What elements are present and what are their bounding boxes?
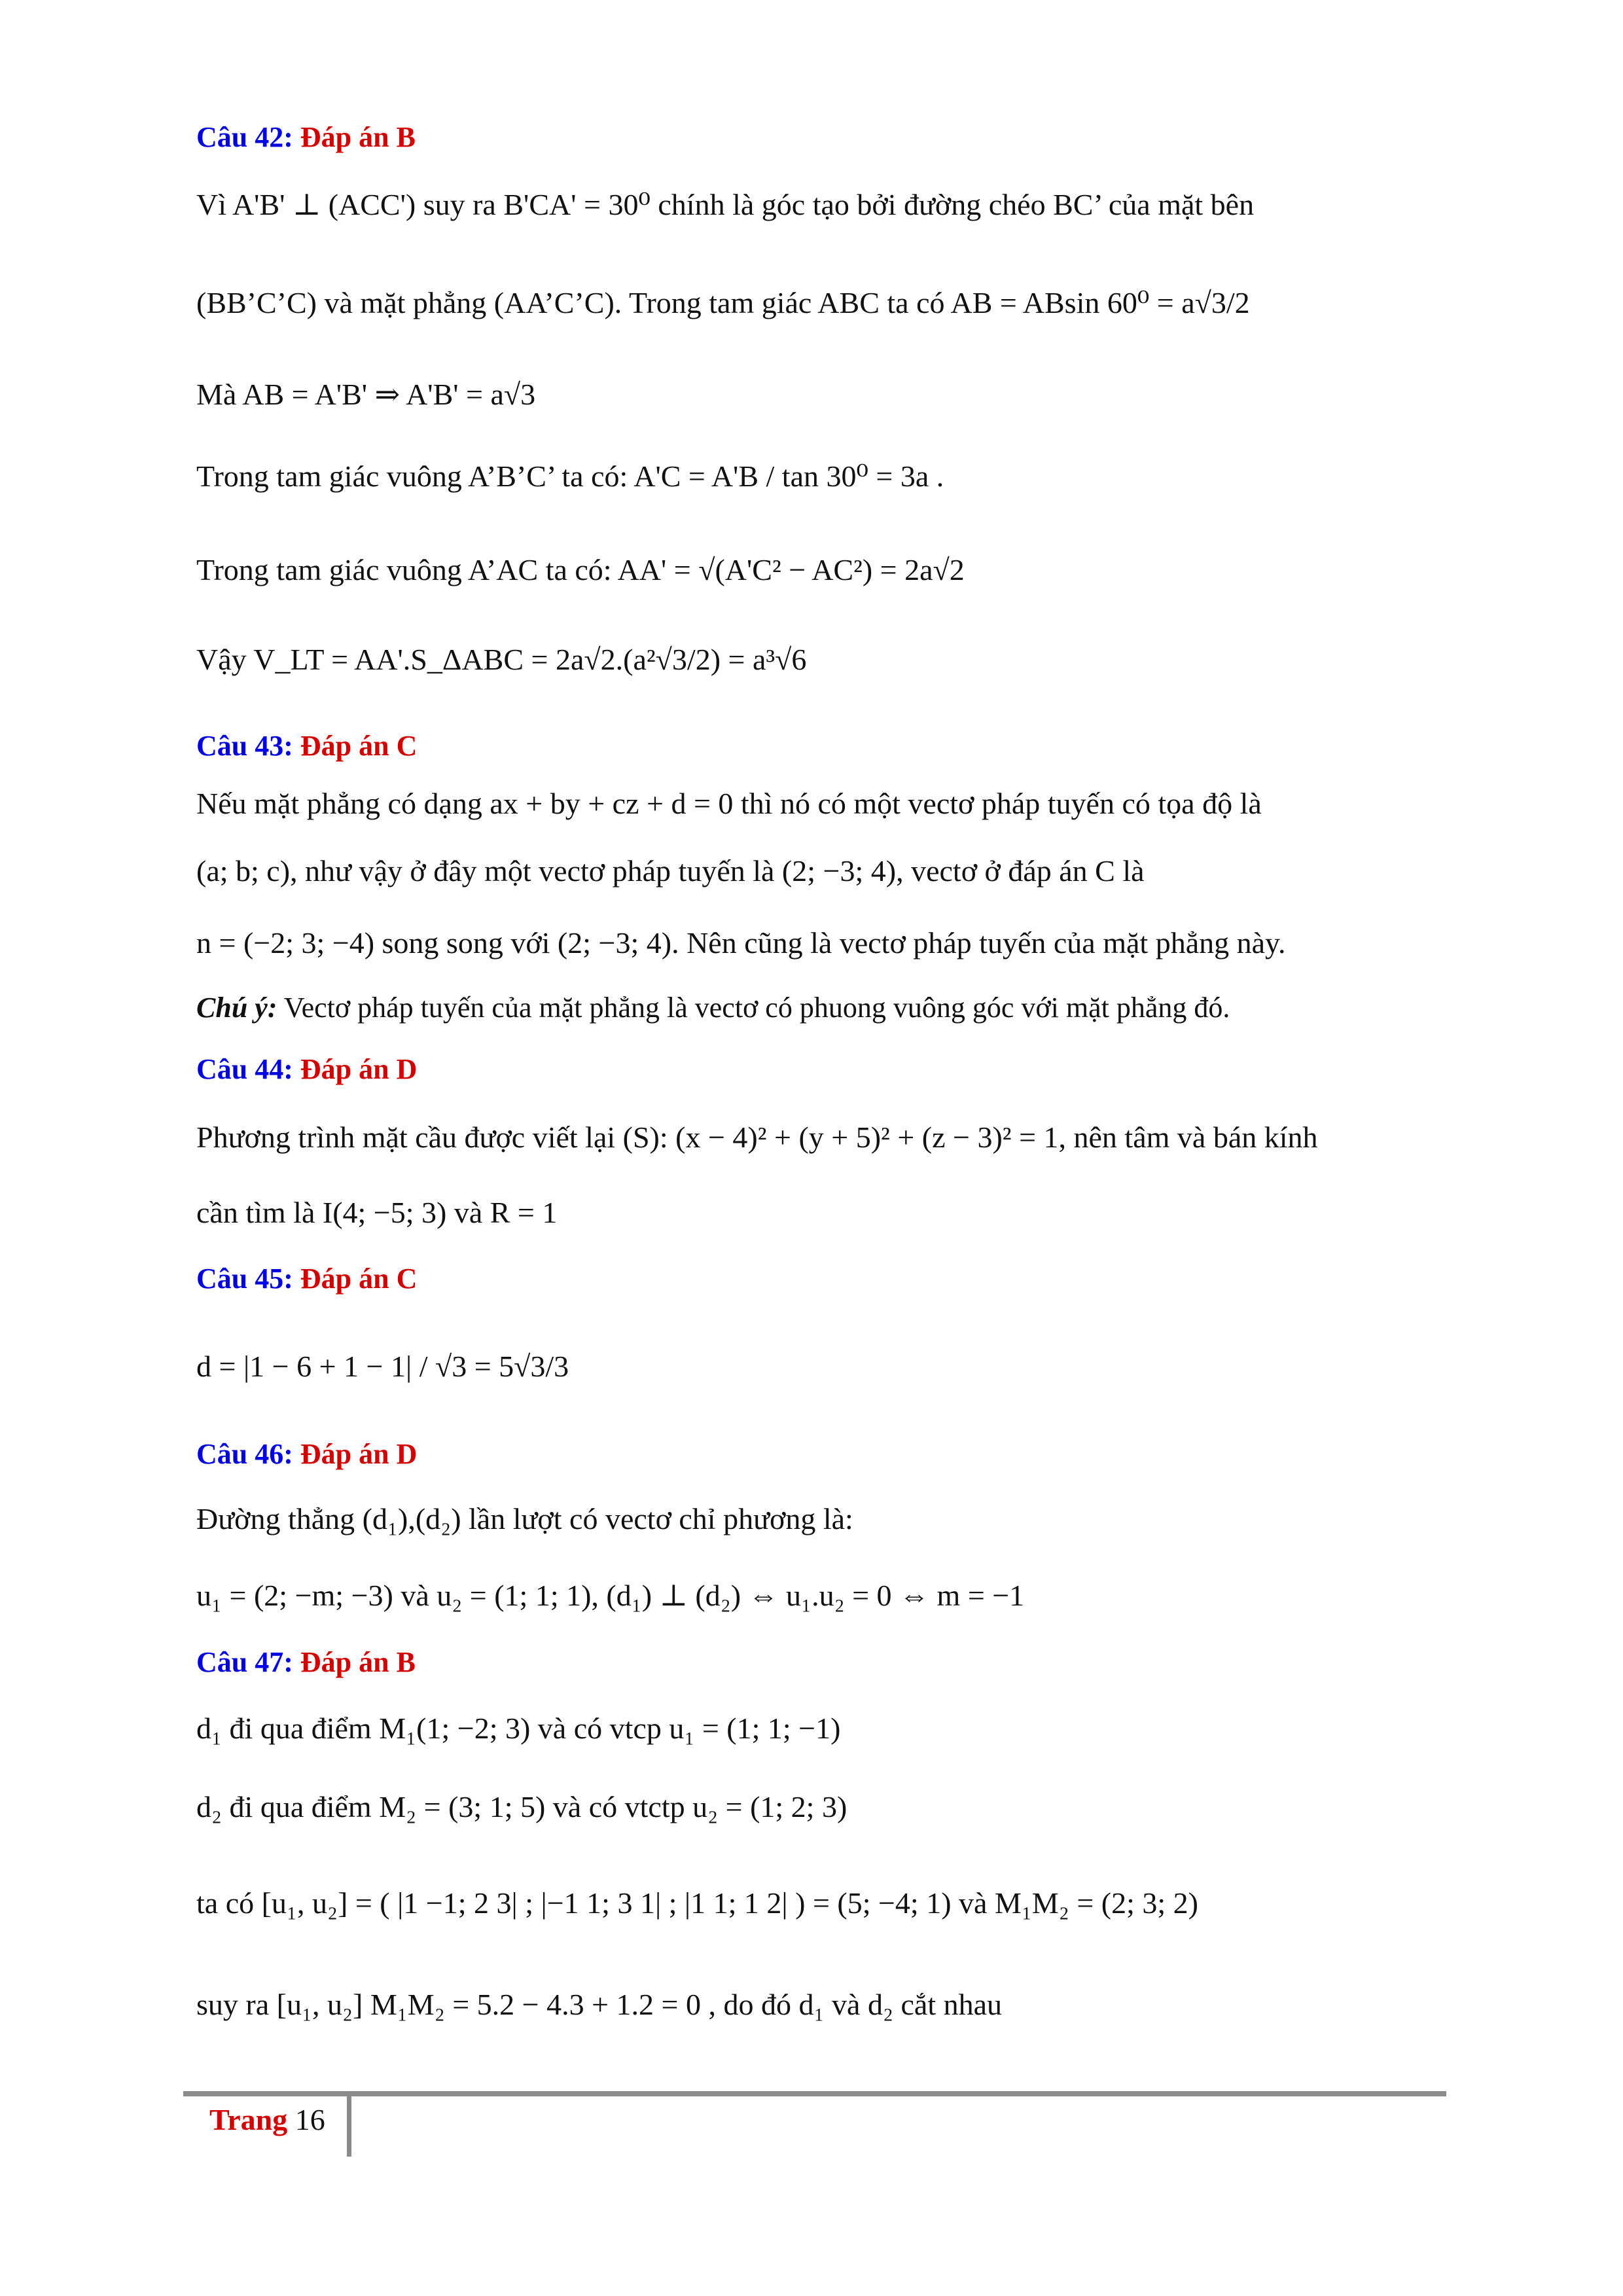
q45-title: Câu 45: [196, 1263, 293, 1295]
q42-title: Câu 42: [196, 121, 293, 153]
q44-heading [196, 1055, 417, 1084]
q42-line-5: Trong tam giác vuông A’AC ta có: AA' = √(A'C² − AC²) = 2a√2 [196, 553, 965, 586]
q47-answer: Đáp án B [300, 1646, 416, 1678]
q42-line-6: Vậy V_LT = AA'.S_ΔABC = 2a√2.(a²√3/2) = a³√6 [196, 643, 807, 676]
q44-answer: Đáp án D [300, 1053, 418, 1085]
q42-line-1: Vì A'B' ⊥ (ACC') suy ra B'CA' = 30⁰ chính là góc tạo bởi đường chéo BC’ của mặt bên [196, 188, 1255, 221]
q43-line-2: (a; b; c), như vậy ở đây một vectơ pháp tuyến là (2; −3; 4), vectơ ở đáp án C là [196, 854, 1145, 888]
footer-divider [347, 2091, 351, 2157]
q42-line-2: (BB’C’C) và mặt phẳng (AA’C’C). Trong tam giác ABC ta có AB = ABsin 60⁰ = a√3/2 [196, 286, 1250, 319]
q46-line-1: Đường thẳng (d₁),(d₂) lần lượt có vectơ chỉ phương là: [196, 1502, 853, 1535]
q43-title: Câu 43: [196, 730, 293, 762]
page-footer [209, 2102, 325, 2137]
q44-line-2: cần tìm là I(4; −5; 3) và R = 1 [196, 1196, 558, 1229]
q47-line-3: ta có [u₁, u₂] = ( |1 −1; 2 3| ; |−1 1; 3 1| ; |1 1; 1 2| ) = (5; −4; 1) và M₁M₂ = (2; 3; 2) [196, 1886, 1198, 1920]
q43-note-text: Vectơ pháp tuyến của mặt phẳng là vectơ có phuong vuông góc với mặt phẳng đó. [283, 992, 1230, 1024]
q46-heading [196, 1440, 417, 1469]
q47-heading [196, 1648, 416, 1677]
q47-line-2: d₂ đi qua điểm M₂ = (3; 1; 5) và có vtctp u₂ = (1; 2; 3) [196, 1790, 847, 1823]
footer-rule [183, 2091, 1446, 2096]
q43-note [196, 994, 1230, 1022]
q42-answer: Đáp án B [300, 121, 416, 153]
page-number: 16 [294, 2103, 325, 2136]
q42-line-3: Mà AB = A'B' ⇒ A'B' = a√3 [196, 378, 536, 411]
q43-note-label: Chú ý: [196, 992, 277, 1024]
q43-answer: Đáp án C [300, 730, 418, 762]
q47-line-4: suy ra [u₁, u₂] M₁M₂ = 5.2 − 4.3 + 1.2 = 0 , do đó d₁ và d₂ cắt nhau [196, 1988, 1003, 2021]
q45-line-1: d = |1 − 6 + 1 − 1| / √3 = 5√3/3 [196, 1350, 569, 1383]
q47-title: Câu 47: [196, 1646, 293, 1678]
q44-title: Câu 44: [196, 1053, 293, 1085]
q44-line-1: Phương trình mặt cầu được viết lại (S): (x − 4)² + (y + 5)² + (z − 3)² = 1, nên tâm và bán kính [196, 1121, 1318, 1154]
q46-line-2: u₁ = (2; −m; −3) và u₂ = (1; 1; 1), (d₁) ⊥ (d₂) ⇔ u₁.u₂ = 0 ⇔ m = −1 [196, 1579, 1025, 1612]
q45-heading [196, 1265, 417, 1293]
q43-line-3: n = (−2; 3; −4) song song với (2; −3; 4). Nên cũng là vectơ pháp tuyến của mặt phẳng này. [196, 926, 1286, 960]
q43-line-1: Nếu mặt phẳng có dạng ax + by + cz + d = 0 thì nó có một vectơ pháp tuyến có tọa độ là [196, 787, 1262, 820]
q45-answer: Đáp án C [300, 1263, 418, 1295]
q42-heading [196, 123, 416, 152]
q47-line-1: d₁ đi qua điểm M₁(1; −2; 3) và có vtcp u₁ = (1; 1; −1) [196, 1712, 841, 1745]
q42-line-4: Trong tam giác vuông A’B’C’ ta có: A'C = A'B / tan 30⁰ = 3a . [196, 459, 944, 493]
q46-title: Câu 46: [196, 1438, 293, 1470]
q43-heading [196, 732, 417, 761]
footer-label: Trang [209, 2103, 288, 2136]
q46-answer: Đáp án D [300, 1438, 418, 1470]
